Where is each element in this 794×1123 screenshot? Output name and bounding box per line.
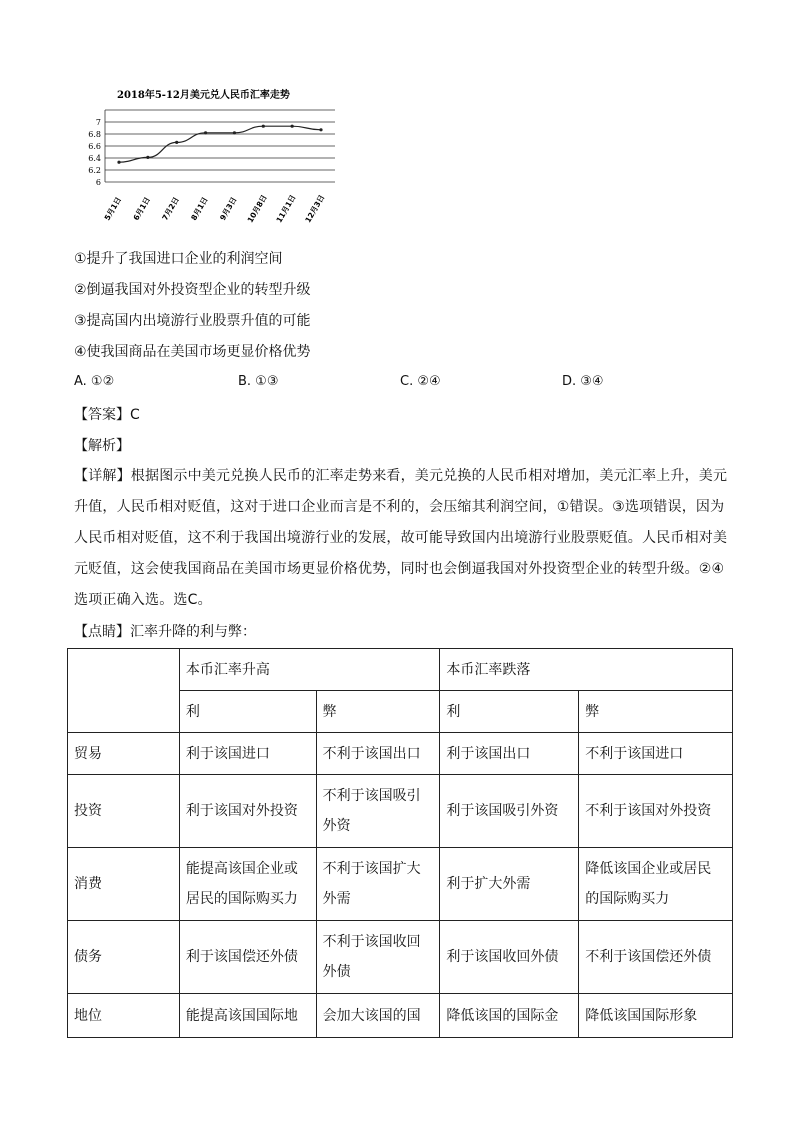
data-point (175, 141, 178, 144)
option-3: ③提高国内出境游行业股票升值的可能 (74, 313, 311, 329)
subheader-con: 弊 (579, 691, 733, 733)
table-row (68, 921, 733, 994)
x-tick-label: 6月1日 (131, 195, 152, 223)
choice-c: C. ②④ (400, 374, 441, 389)
table-cell: 降低该国的国际金 (440, 994, 579, 1038)
table-cell: 不利于该国吸引 外资 (316, 775, 440, 848)
x-tick-label: 12月3日 (303, 193, 327, 225)
detail-paragraph (74, 461, 736, 616)
row-label: 债务 (68, 921, 180, 994)
subheader-pro: 利 (179, 691, 316, 733)
option-1: ①提升了我国进口企业的利润空间 (74, 251, 283, 267)
x-tick-label: 7月2日 (160, 195, 181, 223)
choice-d: D. ③④ (562, 374, 604, 389)
table-cell: 降低该国国际形象 (579, 994, 733, 1038)
table-cell: 利于该国收回外债 (440, 921, 579, 994)
y-tick-label: 6.6 (88, 142, 101, 151)
table-cell: 利于扩大外需 (440, 848, 579, 921)
table-cell: 不利于该国收回 外债 (316, 921, 440, 994)
table-cell: 不利于该国偿还外债 (579, 921, 733, 994)
y-tick-label: 6.8 (88, 130, 101, 139)
header-rise: 本币汇率升高 (179, 649, 440, 691)
tip-line: 【点睛】汇率升降的利与弊： (74, 624, 256, 640)
table-row (68, 848, 733, 921)
analysis-heading: 【解析】 (74, 438, 130, 454)
detail-line: 升值，人民币相对贬值，这对于进口企业而言是不利的，会压缩其利润空间，①错误。③选项错误，因为 (74, 499, 725, 515)
data-point (233, 131, 236, 134)
exchange-rate-table (67, 648, 733, 1038)
table-cell: 不利于该国扩大 外需 (316, 848, 440, 921)
subheader-pro: 利 (440, 691, 579, 733)
data-point (291, 125, 294, 128)
table-row (68, 775, 733, 848)
option-4: ④使我国商品在美国市场更显价格优势 (74, 344, 311, 360)
row-label: 投资 (68, 775, 180, 848)
answer-choices (74, 374, 734, 394)
x-tick-label: 8月1日 (189, 195, 210, 223)
table-row (68, 994, 733, 1038)
row-label: 消费 (68, 848, 180, 921)
data-point (262, 125, 265, 128)
detail-line: 元贬值，这会使我国商品在美国市场更显价格优势，同时也会倒逼我国对外投资型企业的转型升级。②④ (74, 561, 725, 577)
table-cell: 会加大该国的国 (316, 994, 440, 1038)
y-tick-label: 6.4 (88, 154, 101, 163)
row-label: 贸易 (68, 733, 180, 775)
answer-line: 【答案】C (74, 407, 140, 423)
row-label: 地位 (68, 994, 180, 1038)
detail-line: 【详解】根据图示中美元兑换人民币的汇率走势来看，美元兑换的人民币相对增加，美元汇率上升，美元 (74, 468, 728, 484)
detail-line: 选项正确入选。选C。 (74, 592, 212, 608)
table-cell: 不利于该国出口 (316, 733, 440, 775)
table-cell: 能提高该国国际地 (179, 994, 316, 1038)
x-tick-label: 9月3日 (218, 195, 239, 223)
x-tick-label: 11月1日 (274, 193, 298, 225)
data-point (117, 161, 120, 164)
table-corner-cell (68, 649, 180, 733)
y-tick-label: 6.2 (88, 166, 101, 175)
option-2: ②倒逼我国对外投资型企业的转型升级 (74, 282, 311, 298)
y-tick-label: 7 (95, 118, 101, 127)
table-cell: 利于该国吸引外资 (440, 775, 579, 848)
table-cell: 不利于该国对外投资 (579, 775, 733, 848)
chart-x-ticks (103, 193, 327, 224)
chart-grid (105, 110, 335, 182)
x-tick-label: 10月8日 (245, 193, 269, 225)
y-tick-label: 6 (95, 178, 101, 187)
chart-y-ticks (88, 118, 101, 187)
table-cell: 利于该国出口 (440, 733, 579, 775)
table-cell: 利于该国进口 (179, 733, 316, 775)
data-point (204, 131, 207, 134)
subheader-con: 弊 (316, 691, 440, 733)
table-cell: 利于该国对外投资 (179, 775, 316, 848)
data-point (319, 128, 322, 131)
x-tick-label: 5月1日 (102, 195, 124, 223)
header-fall: 本币汇率跌落 (440, 649, 733, 691)
table-cell: 降低该国企业或居民 的国际购买力 (579, 848, 733, 921)
data-point (146, 156, 149, 159)
choice-b: B. ①③ (238, 374, 279, 389)
table-cell: 不利于该国进口 (579, 733, 733, 775)
exchange-rate-chart (83, 82, 345, 230)
table-cell: 利于该国偿还外债 (179, 921, 316, 994)
detail-line: 人民币相对贬值，这不利于我国出境游行业的发展，故可能导致国内出境游行业股票贬值。人民币相对美 (74, 530, 728, 546)
choice-a: A. ①② (74, 374, 115, 389)
chart-title: 2018年5-12月美元兑人民币汇率走势 (117, 90, 290, 101)
table-row (68, 733, 733, 775)
table-cell: 能提高该国企业或 居民的国际购买力 (179, 848, 316, 921)
